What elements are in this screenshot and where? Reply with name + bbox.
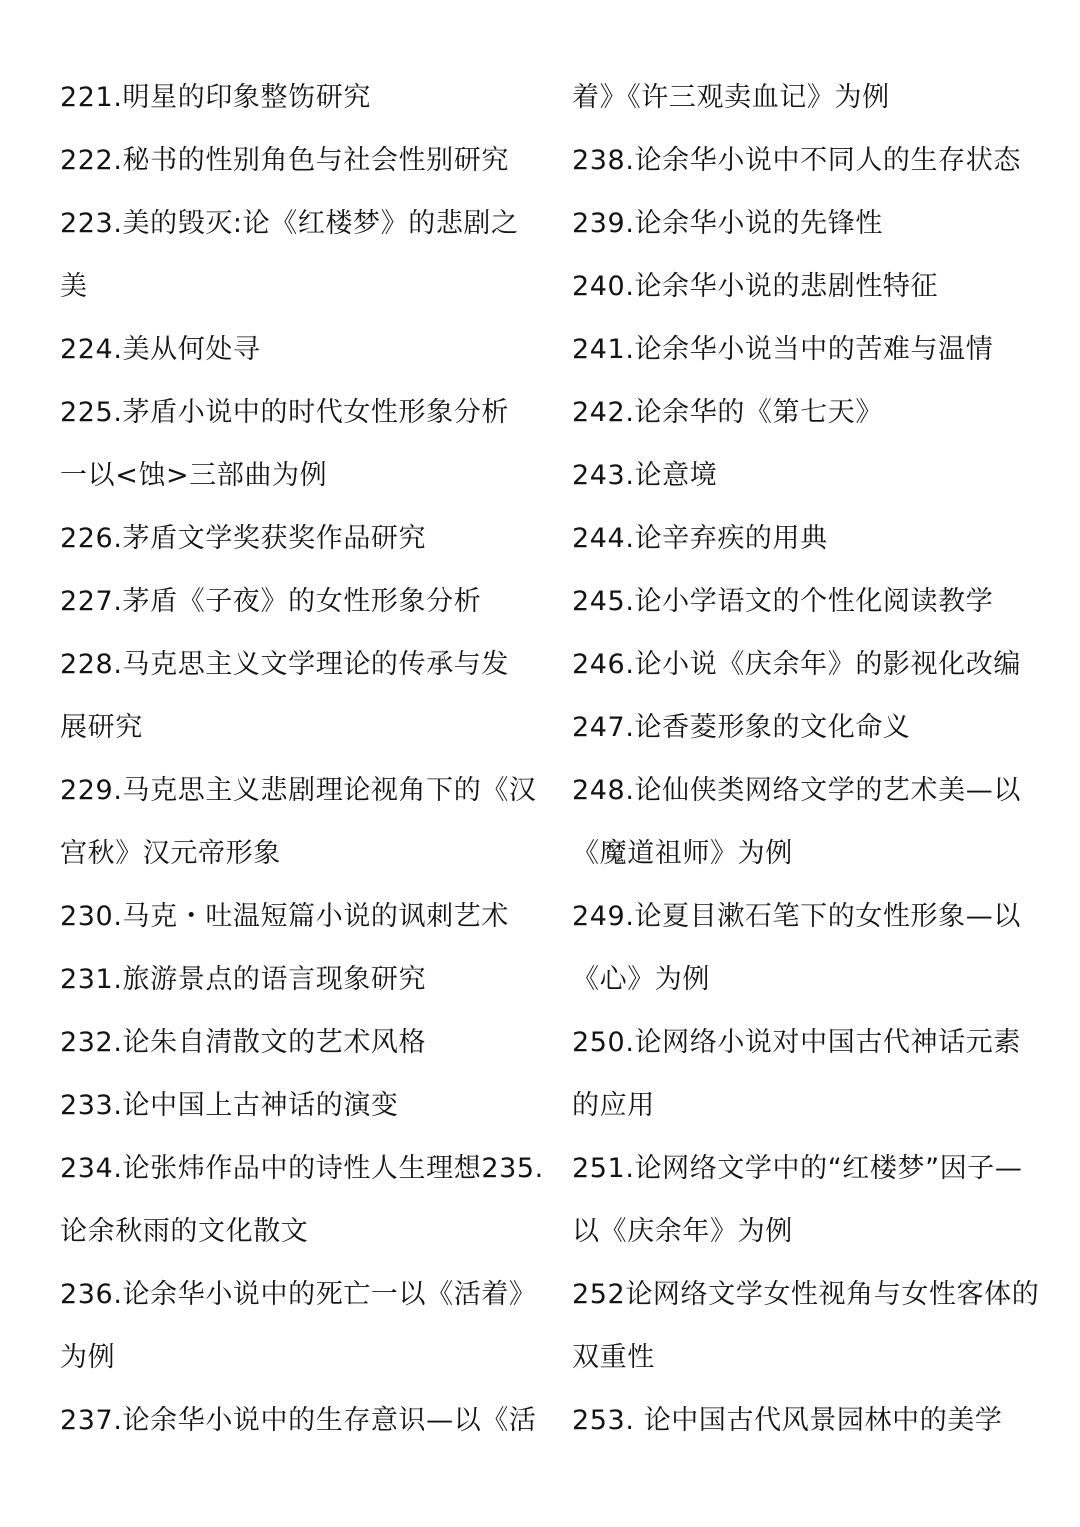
list-item: 247.论香菱形象的文化命义	[572, 712, 911, 743]
list-item-continuation: 为例	[60, 1342, 116, 1373]
list-item: 234.论张炜作品中的诗性人生理想235.	[60, 1153, 544, 1184]
list-item: 241.论余华小说当中的苦难与温情	[572, 334, 994, 365]
left-column	[60, 66, 542, 1452]
list-item: 233.论中国上古神话的演变	[60, 1090, 399, 1121]
list-item: 229.马克思主义悲剧理论视角下的《汉	[60, 775, 537, 806]
right-column	[572, 66, 1050, 1452]
list-item: 252论网络文学女性视角与女性客体的	[572, 1279, 1040, 1310]
list-item: 224.美从何处寻	[60, 334, 261, 365]
list-item-continuation: 展研究	[60, 712, 143, 743]
list-item-continuation: 着》《许三观卖血记》为例	[572, 82, 890, 113]
list-item: 251.论网络文学中的“红楼梦”因子—	[572, 1153, 1023, 1184]
list-item-continuation: 《心》为例	[572, 964, 710, 995]
list-item: 227.茅盾《子夜》的女性形象分析	[60, 586, 482, 617]
list-item: 240.论余华小说的悲剧性特征	[572, 271, 939, 302]
list-item: 253. 论中国古代风景园林中的美学	[572, 1405, 1003, 1436]
list-item: 242.论余华的《第七天》	[572, 397, 883, 428]
list-item: 225.茅盾小说中的时代女性形象分析	[60, 397, 509, 428]
list-item: 226.茅盾文学奖获奖作品研究	[60, 523, 427, 554]
list-item: 232.论朱自清散文的艺术风格	[60, 1027, 427, 1058]
list-item: 246.论小说《庆余年》的影视化改编	[572, 649, 1021, 680]
list-item: 222.秘书的性别角色与社会性别研究	[60, 145, 509, 176]
list-item: 236.论余华小说中的死亡一以《活着》	[60, 1279, 537, 1310]
list-item: 243.论意境	[572, 460, 718, 491]
list-item-continuation: 一以<蚀>三部曲为例	[60, 460, 328, 491]
list-item-continuation: 美	[60, 271, 88, 302]
list-item-continuation: 以《庆余年》为例	[572, 1216, 793, 1247]
list-item: 223.美的毁灭:论《红楼梦》的悲剧之	[60, 208, 519, 239]
list-item: 237.论余华小说中的生存意识—以《活	[60, 1405, 537, 1436]
list-item-continuation: 双重性	[572, 1342, 655, 1373]
list-item: 245.论小学语文的个性化阅读教学	[572, 586, 994, 617]
list-item: 231.旅游景点的语言现象研究	[60, 964, 427, 995]
list-item: 248.论仙侠类网络文学的艺术美—以	[572, 775, 1021, 806]
list-item: 239.论余华小说的先锋性	[572, 208, 883, 239]
list-item: 221.明星的印象整饬研究	[60, 82, 371, 113]
list-item: 249.论夏目漱石笔下的女性形象—以	[572, 901, 1021, 932]
list-item-continuation: 论余秋雨的文化散文	[60, 1216, 309, 1247]
list-item: 228.马克思主义文学理论的传承与发	[60, 649, 509, 680]
list-item-continuation: 《魔道祖师》为例	[572, 838, 793, 869]
list-item: 244.论辛弃疾的用典	[572, 523, 828, 554]
list-item: 238.论余华小说中不同人的生存状态	[572, 145, 1021, 176]
list-item-continuation: 宫秋》汉元帝形象	[60, 838, 281, 869]
list-item: 230.马克・吐温短篇小说的讽刺艺术	[60, 901, 509, 932]
list-item-continuation: 的应用	[572, 1090, 655, 1121]
list-item: 250.论网络小说对中国古代神话元素	[572, 1027, 1021, 1058]
